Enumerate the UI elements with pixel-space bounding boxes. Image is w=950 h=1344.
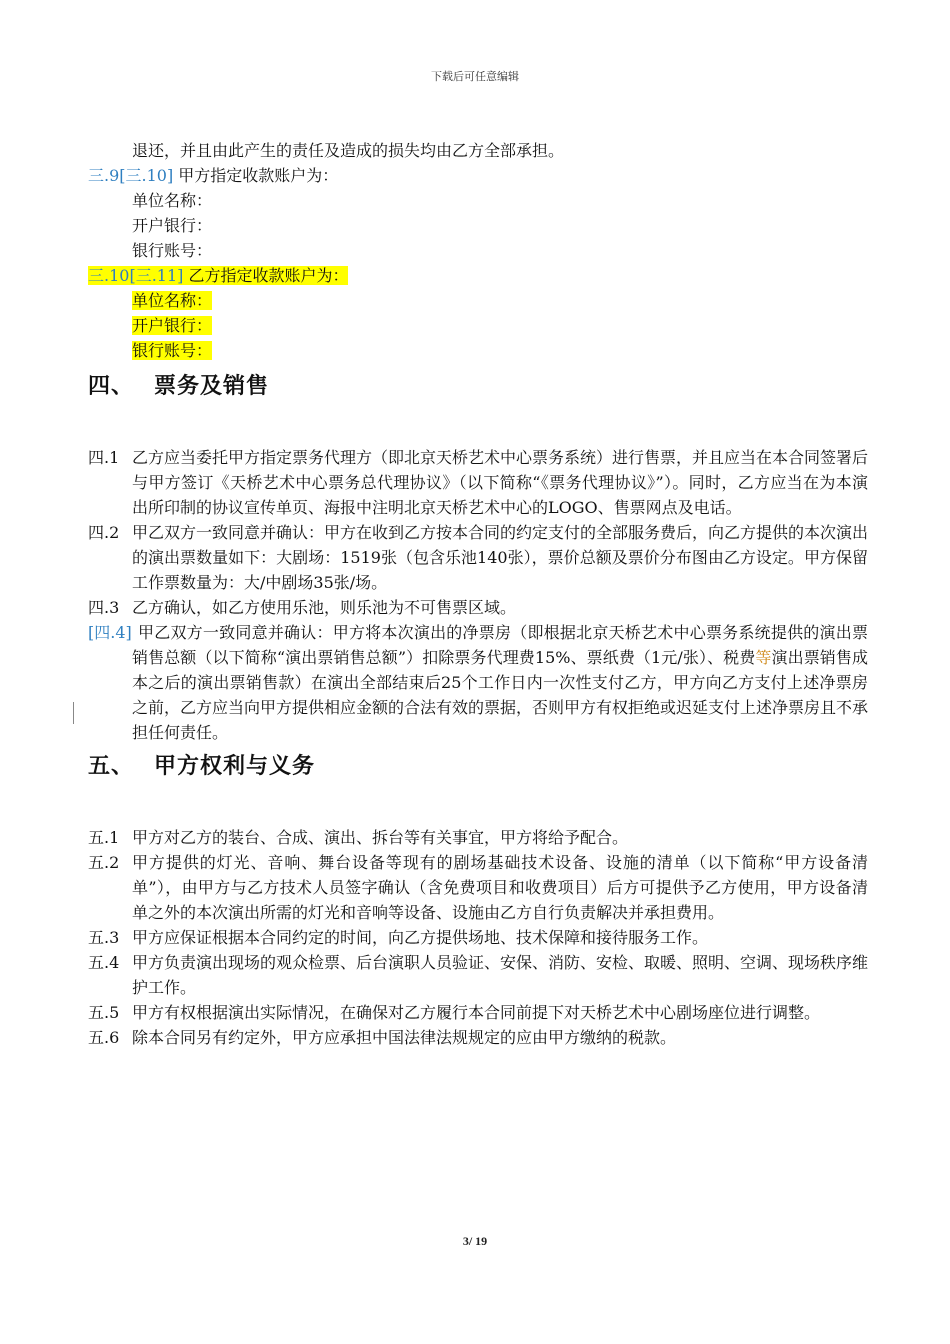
field-account-highlighted: 银行账号： xyxy=(132,341,213,360)
section-title: 甲方权利与义务 xyxy=(154,754,316,779)
clause-ref: [三.11] xyxy=(129,266,184,285)
clause-4-4: [四.4] 甲乙双方一致同意并确认：甲方将本次演出的净票房（即根据北京天桥艺术中心票务系统提供的演出票销售总额（以下简称“演出票销售总额”）扣除票务代理费15%、票纸费（1元/张）、税费等演出票销售成本之后的演出票销售款）在演出全部结束后25个工作日内一次性支付乙方，甲方向乙方支付上述净票房之前，乙方应当向甲方提供相应金额的合法有效的票据，否则甲方有权拒绝或迟延支付上述净票房且不承担任何责任。 xyxy=(88,623,869,742)
section-number: 四、 xyxy=(88,374,135,399)
clause-5-6: 五.6 除本合同另有约定外，甲方应承担中国法律法规规定的应由甲方缴纳的税款。 xyxy=(88,1028,677,1047)
revision-change-bar xyxy=(73,702,74,724)
clause-number: 三.9 xyxy=(88,166,120,185)
clause-4-1: 四.1 乙方应当委托甲方指定票务代理方（即北京天桥艺术中心票务系统）进行售票，并且应当在本合同签署后与甲方签订《天桥艺术中心票务总代理协议》（以下简称“《票务代理协议》”）。同时，乙方应当在为本演出所印制的协议宣传单页、海报中注明北京天桥艺术中心的LOGO、售票网点及电话。 xyxy=(88,448,869,517)
field-bank-highlighted: 开户银行： xyxy=(132,316,213,335)
field-company-name-highlighted: 单位名称： xyxy=(132,291,213,310)
section-5-heading xyxy=(88,751,868,783)
continuation-text: 退还，并且由此产生的责任及造成的损失均由乙方全部承担。 xyxy=(132,141,565,160)
field-bank: 开户银行： xyxy=(132,216,213,235)
clause-3-9 xyxy=(88,163,868,188)
page-header: 下载后可任意编辑 xyxy=(431,70,519,83)
section-number: 五、 xyxy=(88,754,135,779)
clause-text: 甲方指定收款账户为： xyxy=(173,166,339,185)
document-body xyxy=(88,138,868,1050)
section-5-items xyxy=(88,825,868,1050)
clause-5-3: 五.3 甲方应保证根据本合同约定的时间，向乙方提供场地、技术保障和接待服务工作。 xyxy=(88,928,709,947)
clause-number: 三.10 xyxy=(88,266,130,285)
clause-5-4: 五.4 甲方负责演出现场的观众检票、后台演职人员验证、安保、消防、安检、取暖、照明、空调、现场秩序维护工作。 xyxy=(88,953,869,997)
clause-3-10 xyxy=(88,263,868,288)
clause-5-2: 五.2 甲方提供的灯光、音响、舞台设备等现有的剧场基础技术设备、设施的清单（以下简称“甲方设备清单”），由甲方与乙方技术人员签字确认（含免费项目和收费项目）后方可提供予乙方使用，甲方设备清单之外的本次演出所需的灯光和音响等设备、设施由乙方自行负责解决并承担费用。 xyxy=(88,853,868,922)
clause-5-1: 五.1 甲方对乙方的装台、合成、演出、拆台等有关事宜，甲方将给予配合。 xyxy=(88,828,629,847)
clause-text: 乙方指定收款账户为： xyxy=(183,266,349,285)
clause-ref: [三.10] xyxy=(119,166,174,185)
section-4-heading xyxy=(88,371,868,403)
clause-5-5: 五.5 甲方有权根据演出实际情况，在确保对乙方履行本合同前提下对天桥艺术中心剧场座位进行调整。 xyxy=(88,1003,821,1022)
page-number: 3/ 19 xyxy=(462,1234,488,1248)
clause-4-2: 四.2 甲乙双方一致同意并确认：甲方在收到乙方按本合同的约定支付的全部服务费后，向乙方提供的本次演出的演出票数量如下：大剧场：1519张（包含乐池140张），票价总额及票价分布图由乙方设定。甲方保留工作票数量为：大/中剧场35张/场。 xyxy=(88,523,869,592)
section-title: 票务及销售 xyxy=(154,374,270,399)
section-4-items xyxy=(88,445,868,745)
clause-4-3: 四.3 乙方确认，如乙方使用乐池，则乐池为不可售票区域。 xyxy=(88,598,517,617)
field-company-name: 单位名称： xyxy=(132,191,213,210)
tracked-change-text: 等 xyxy=(755,648,772,667)
field-account: 银行账号： xyxy=(132,241,213,260)
